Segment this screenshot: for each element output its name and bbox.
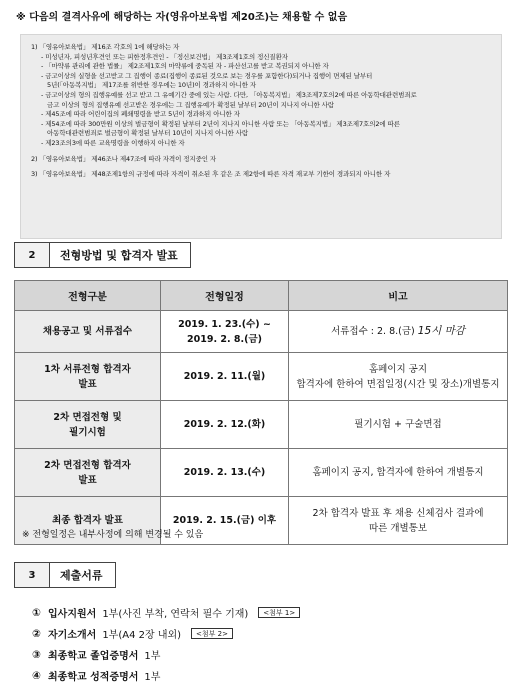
disq-line: 2) 「영유아보육법」 제46조나 제47조에 따라 자격이 정지중인 자 bbox=[31, 154, 217, 163]
table-header-row bbox=[15, 281, 508, 311]
header-cell: 비고 bbox=[289, 281, 508, 311]
note-cell: 홈페이지 공지, 합격자에 한하여 개별통지 bbox=[289, 449, 508, 497]
disq-line: - 「마약류 관리에 관한 법률」 제2조제1호의 마약류에 중독된 자 - 파산선고를 받고 복권되지 아니한 자 bbox=[41, 62, 329, 71]
section-3-heading bbox=[14, 562, 116, 588]
section-number: 2 bbox=[14, 242, 50, 268]
note-cell: 서류접수 : 2. 8.(금) 15시 마감 bbox=[289, 311, 508, 353]
disq-line: 1) 「영유아보육법」 제16조 각호의 1에 해당하는 자 bbox=[31, 43, 180, 51]
note-cell: 2차 합격자 발표 후 채용 신체검사 결과에 따른 개별통보 bbox=[289, 497, 508, 545]
section-title: 전형방법 및 합격자 발표 bbox=[50, 242, 191, 268]
disq-line: - 금고이상의 형의 집행유예를 선고 받고 그 유예기간 중에 있는 사람. 다만, 「아동복지법」 제3조제7호의2에 따른 아동학대관련범죄로 bbox=[41, 90, 417, 99]
documents-list bbox=[32, 602, 300, 686]
header-cell: 전형구분 bbox=[15, 281, 161, 311]
item-marker: ④ bbox=[32, 669, 41, 682]
item-marker: ③ bbox=[32, 648, 41, 661]
disq-line: - 제23조의3에 따른 교육명령을 이행하지 아니한 자 bbox=[41, 138, 185, 147]
table-row bbox=[15, 401, 508, 449]
deadline-emphasis: 15시 마감 bbox=[417, 325, 465, 337]
note-cell: 홈페이지 공지 합격자에 한하여 면접일정(시간 및 장소)개별통지 bbox=[289, 353, 508, 401]
attachment-tag: <첨부 1> bbox=[258, 607, 300, 618]
disq-line: 아동학대관련범죄로 벌금형이 확정된 날부터 10년이 지나지 아니한 사람 bbox=[47, 129, 249, 138]
stage-cell: 최종 합격자 발표 bbox=[15, 497, 161, 545]
schedule-table bbox=[14, 280, 508, 545]
disq-line: - 금고이상의 실형을 선고받고 그 집행이 종료(집행이 종료된 것으로 보는 경우를 포함한다)되거나 집행이 면제된 날부터 bbox=[41, 71, 373, 80]
document-name: 최종학교 졸업증명서 bbox=[48, 651, 139, 662]
table-row bbox=[15, 311, 508, 353]
list-item bbox=[32, 665, 300, 686]
disqualification-box bbox=[20, 34, 502, 239]
table-row bbox=[15, 449, 508, 497]
item-marker: ② bbox=[32, 627, 41, 640]
date-cell: 2019. 2. 15.(금) 이후 bbox=[161, 497, 289, 545]
disq-line: - 제54조에 따라 300만원 이상의 벌금형이 확정된 날부터 2년이 지나지 아니한 사람 또는 「아동복지법」 제3조제7호의2에 따른 bbox=[41, 119, 400, 128]
disq-line: 금고 이상의 형의 집행유예 선고받은 경우에는 그 집행유예가 확정된 날부터 20년이 지나지 아니한 사람 bbox=[47, 100, 334, 109]
schedule-change-note: ※ 전형일정은 내부사정에 의해 변경될 수 있음 bbox=[22, 530, 204, 540]
item-marker: ① bbox=[32, 606, 41, 619]
document-detail: 1부 bbox=[144, 651, 161, 662]
disqualification-header-note: ※ 다음의 결격사유에 해당하는 자(영유아보육법 제20조)는 채용할 수 없음 bbox=[16, 12, 348, 23]
list-item bbox=[32, 623, 300, 644]
attachment-tag: <첨부 2> bbox=[191, 628, 233, 639]
document-name: 입사지원서 bbox=[48, 609, 97, 620]
note-cell: 필기시험 + 구술면접 bbox=[289, 401, 508, 449]
document-detail: 1부(A4 2장 내외) bbox=[102, 630, 182, 641]
document-name: 최종학교 성적증명서 bbox=[48, 672, 139, 683]
disq-line: - 미성년자, 피성년후견인 또는 피한정후견인 - 「정신보건법」 제3조제1호의 정신질환자 bbox=[41, 52, 288, 61]
stage-cell: 2차 면접전형 및 필기시험 bbox=[15, 401, 161, 449]
document-detail: 1부 bbox=[144, 672, 161, 683]
header-cell: 전형일정 bbox=[161, 281, 289, 311]
date-cell: 2019. 2. 13.(수) bbox=[161, 449, 289, 497]
disq-line: - 제45조에 따라 어린이집의 폐쇄명령을 받고 5년이 경과하지 아니한 자 bbox=[41, 110, 240, 119]
table-row bbox=[15, 353, 508, 401]
section-2-heading bbox=[14, 242, 191, 268]
stage-cell: 2차 면접전형 합격자 발표 bbox=[15, 449, 161, 497]
section-number: 3 bbox=[14, 562, 50, 588]
date-cell: 2019. 2. 12.(화) bbox=[161, 401, 289, 449]
date-cell: 2019. 1. 23.(수) ~ 2019. 2. 8.(금) bbox=[161, 311, 289, 353]
disq-line: 5년(「아동복지법」 제17조를 위반한 경우에는 10년)이 경과하지 아니한 자 bbox=[47, 81, 257, 90]
date-cell: 2019. 2. 11.(월) bbox=[161, 353, 289, 401]
list-item bbox=[32, 602, 300, 623]
document-name: 자기소개서 bbox=[48, 630, 97, 641]
disq-line: 3) 「영유아보육법」 제48조제1항의 규정에 따라 자격이 취소된 후 같은 조 제2항에 따른 자격 재교부 기한이 경과되지 아니한 자 bbox=[31, 170, 391, 179]
document-detail: 1부(사진 부착, 연락처 필수 기재) bbox=[102, 609, 249, 620]
stage-cell: 채용공고 및 서류접수 bbox=[15, 311, 161, 353]
stage-cell: 1차 서류전형 합격자 발표 bbox=[15, 353, 161, 401]
list-item bbox=[32, 644, 300, 665]
section-title: 제출서류 bbox=[50, 562, 116, 588]
